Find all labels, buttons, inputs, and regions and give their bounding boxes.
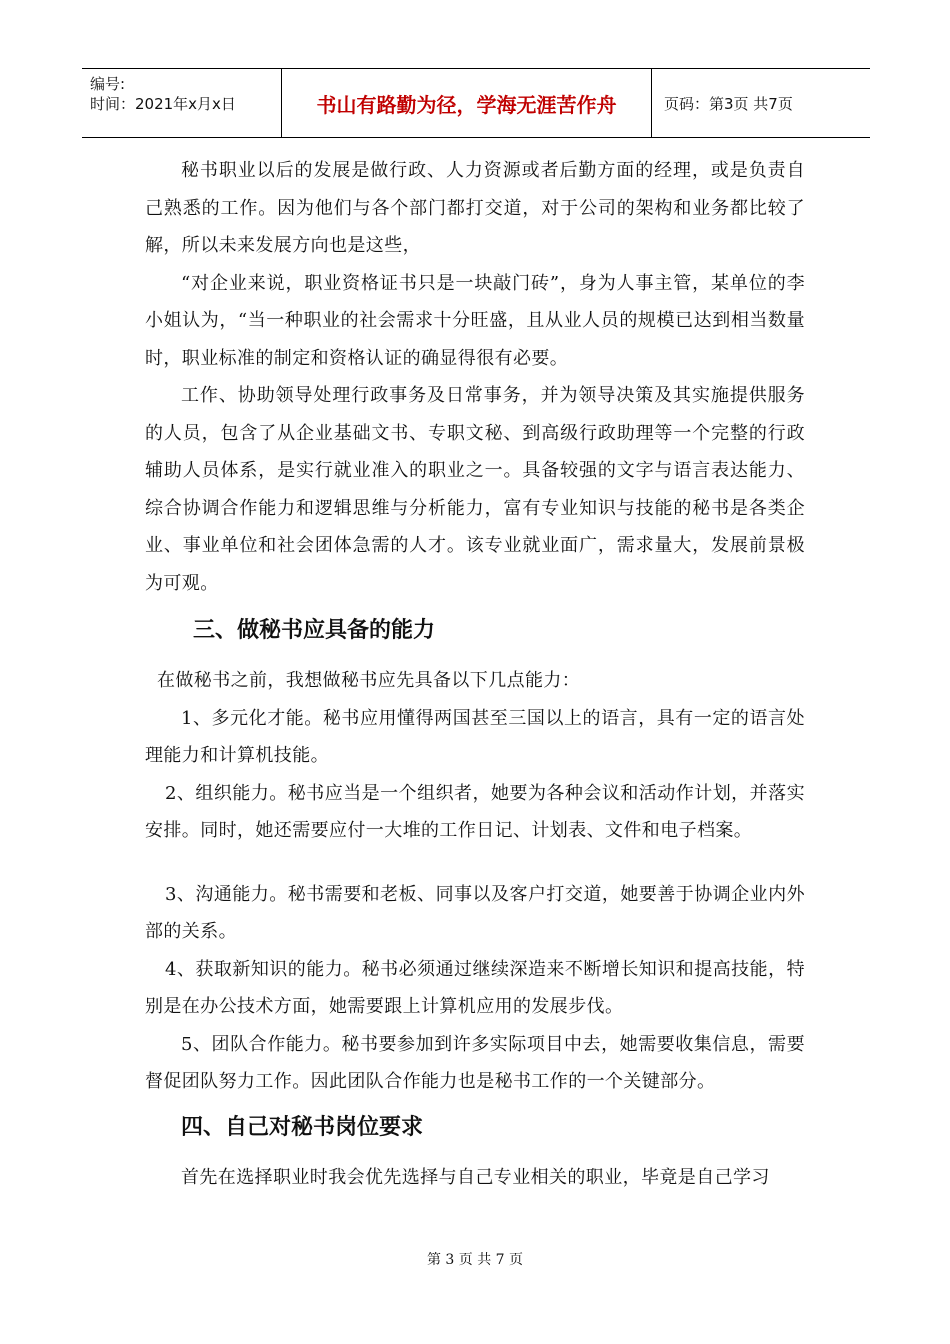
- paragraph: 秘书职业以后的发展是做行政、人力资源或者后勤方面的经理，或是负责自己熟悉的工作。因为他们与各个部门都打交道，对于公司的架构和业务都比较了解，所以未来发展方向也是这些，: [145, 160, 805, 256]
- list-item: 4、获取新知识的能力。秘书必须通过继续深造来不断增长知识和提高技能，特别是在办公技术方面，她需要跟上计算机应用的发展步伐。: [145, 958, 805, 1017]
- document-header: [82, 68, 870, 138]
- paragraph: “对企业来说，职业资格证书只是一块敲门砖”，身为人事主管，某单位的李小姐认为，“当一种职业的社会需求十分旺盛，且从业人员的规模已达到相当数量时，职业标准的制定和资格认证的确显得很有必要。: [145, 272, 805, 369]
- document-body: [145, 152, 805, 1196]
- paragraph: 首先在选择职业时我会优先选择与自己专业相关的职业，毕竟是自己学习: [181, 1166, 770, 1188]
- document-date-label: 时间：2021年x月x日: [90, 95, 236, 113]
- spacer: [145, 850, 805, 876]
- header-motto: 书山有路勤为径，学海无涯苦作舟: [282, 69, 652, 137]
- paragraph: 在做秘书之前，我想做秘书应先具备以下几点能力：: [157, 670, 581, 691]
- list-item: 1、多元化才能。秘书应用懂得两国甚至三国以上的语言，具有一定的语言处理能力和计算机技能。: [145, 707, 805, 766]
- document-number-label: 编号:: [90, 75, 126, 93]
- page-footer: 第 3 页 共 7 页: [426, 1252, 524, 1268]
- header-meta: [82, 69, 282, 137]
- list-item: 2、组织能力。秘书应当是一个组织者，她要为各种会议和活动作计划，并落实安排。同时，她还需要应付一大堆的工作日记、计划表、文件和电子档案。: [145, 782, 805, 841]
- list-item: 5、团队合作能力。秘书要参加到许多实际项目中去，她需要收集信息，需要督促团队努力工作。因此团队合作能力也是秘书工作的一个关键部分。: [145, 1033, 805, 1092]
- section-heading: 四、自己对秘书岗位要求: [181, 1114, 424, 1140]
- paragraph: 工作、协助领导处理行政事务及日常事务，并为领导决策及其实施提供服务的人员，包含了从企业基础文书、专职文秘、到高级行政助理等一个完整的行政辅助人员体系，是实行就业准入的职业之一。具备较强的文字与语言表达能力、综合协调合作能力和逻辑思维与分析能力，富有专业知识与技能的秘书是各类企业、事业单位和社会团体急需的人才。该专业就业面广，需求量大，发展前景极为可观。: [145, 385, 805, 594]
- list-item: 3、沟通能力。秘书需要和老板、同事以及客户打交道，她要善于协调企业内外部的关系。: [145, 883, 805, 942]
- section-heading: 三、做秘书应具备的能力: [193, 618, 436, 643]
- header-page-info: 页码：第3页 共7页: [664, 94, 793, 113]
